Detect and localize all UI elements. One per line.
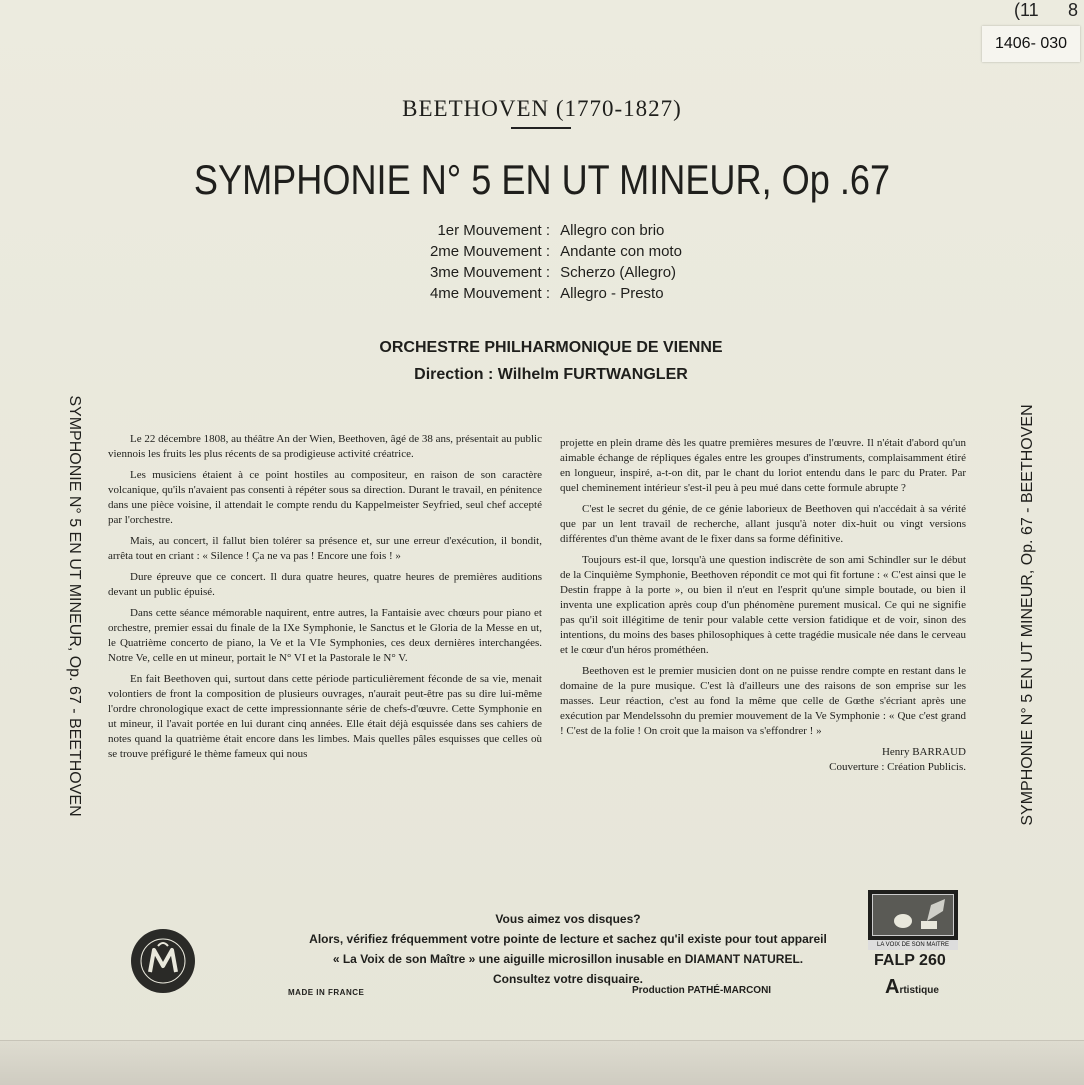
hmv-band-text: LA VOIX DE SON MAITRE — [868, 940, 958, 950]
catalog-number: FALP 260 — [874, 952, 946, 969]
movement-label: 3me Mouvement : — [429, 264, 550, 281]
movement-list — [365, 222, 682, 306]
spine-text-left: SYMPHONIE N° 5 EN UT MINEUR, Op. 67 - BEETHOVEN — [66, 395, 83, 817]
movement-item — [365, 222, 682, 243]
gramophone-dog-icon — [873, 895, 953, 935]
production-credit: Production PATHÉ-MARCONI — [632, 985, 772, 996]
movement-item — [365, 243, 682, 264]
liner-paragraph: Dure épreuve que ce concert. Il dura quatre heures, quatre heures de premières auditions devant un public épuisé. — [108, 571, 542, 598]
liner-paragraph: C'est le secret du génie, de ce génie laborieux de Beethoven qui n'accédait à sa vérité que par un lent travail de recherche, allant jusqu'à noter dix-huit ou vingt versions différentes d'un thème avant de le fixer dans sa forme définitive. — [560, 503, 966, 545]
work-title: SYMPHONIE N° 5 EN UT MINEUR, Op .67 — [193, 156, 891, 203]
liner-paragraph: Les musiciens étaient à ce point hostiles au compositeur, en raison de son caractère volcanique, qu'ils n'avaient pas consenti à répéter sous sa direction. Durant le travail, en pénitence dans une pièce voisine, il attendait le compte rendu du Kappelmeister Seyfried, seul chef accepté par l'orchestre. — [108, 469, 542, 526]
movement-label: 2me Mouvement : — [429, 243, 550, 260]
notice-line: Consultez votre disquaire. — [492, 972, 644, 986]
movement-tempo: Andante con moto — [560, 243, 682, 260]
composer-heading: BEETHOVEN (1770-1827) — [402, 96, 682, 121]
liner-paragraph: En fait Beethoven qui, surtout dans cette période particulièrement féconde de sa vie, menait volontiers de front la composition de plusieurs ouvrages, n'aurait peut-être pas su dire lui-même l'ordre chronologique exact de cette impressionnante série de chefs-d'œuvre. Cette Symphonie en ut mineur, il l'avait portée en lui durant cinq années. Elle était déjà esquissée dans ses cahiers de notes quand la quatrième était encore dans les limbes. Mais quelles pâles esquisses que celles où se trouve préfiguré le thème fameux qui nous — [108, 673, 542, 760]
conductor-credit: Direction : Wilhelm FURTWANGLER — [414, 366, 688, 383]
made-in-france: MADE IN FRANCE — [288, 988, 365, 997]
heading-rule — [511, 127, 571, 129]
liner-paragraph: projette en plein drame dès les quatre premières mesures de l'œuvre. Il n'était d'abord qu'un aimable échange de répliques égales entre les groupes d'instruments, complaisamment étiré en longueur, inspiré, a-t-on dit, par le chant du loriot entendu dans le parc du Prater. Par quel cheminement intérieur s'est-il peu à peu mué dans cette formule abrupte ? — [560, 437, 966, 494]
notice-line: Vous aimez vos disques? — [495, 912, 641, 926]
liner-paragraph: Dans cette séance mémorable naquirent, entre autres, la Fantaisie avec chœurs pour piano et orchestre, premier essai du finale de la IXe Symphonie, le Sanctus et le Gloria de la Messe en ut, le Quatrième concerto de piano, la Ve et la VIe Symphonies, ces deux dernières interchangées. Notre Ve, celle en ut mineur, portait le N° VI et la Pastorale le N° V. — [108, 607, 542, 664]
artistique-text: rtistique — [899, 985, 939, 996]
liner-notes-column-right — [560, 436, 966, 775]
spine-text-right: SYMPHONIE N° 5 EN UT MINEUR, Op. 67 - BEETHOVEN — [1019, 404, 1036, 826]
artistique-initial: A — [885, 976, 900, 998]
movement-item — [365, 264, 682, 285]
liner-paragraph: Beethoven est le premier musicien dont on ne puisse rendre compte en restant dans le domaine de la pure musique. C'est là d'ailleurs une des raisons de son emprise sur les masses. Leur réaction, c'est au fond la même que celle de Gœthe s'écriant après une exécution par Mendelssohn du premier mouvement de la Ve Symphonie : « Que c'est grand ! C'est de la folie ! On croit que la maison va s'effondrer ! » — [560, 665, 966, 737]
notice-line: « La Voix de son Maître » une aiguille microsillon inusable en DIAMANT NATUREL. — [332, 952, 804, 966]
catalog-sticker: 1406- 030 — [982, 26, 1080, 62]
sleeve-edge — [0, 1040, 1084, 1085]
artistique-label — [885, 976, 939, 999]
liner-paragraph: Toujours est-il que, lorsqu'à une question indiscrète de son ami Schindler sur le début de la Cinquième Symphonie, Beethoven répondit ce mot qui fit fortune : « C'est ainsi que le Destin frappe à la porte », ou bien il n'eut en l'esprit qu'une simple boutade, ou bien il inventa une explication après coup d'un phénomène purement musical. Ce qui ne signifie pas qu'il soit illégitime de tenir pour valable cette version fatidique et de voir, sinon des intentions, du moins des bases philosophiques à cette tragédie musicale née dans le cerveau et le cœur d'un héros prométhéen. — [560, 554, 966, 656]
pathe-marconi-logo — [130, 928, 196, 994]
movement-item — [365, 285, 682, 306]
stylus-notice — [270, 909, 866, 989]
notice-line: Alors, vérifiez fréquemment votre pointe de lecture et sachez qu'il existe pour tout appareil — [309, 932, 827, 946]
his-masters-voice-logo — [868, 890, 958, 950]
movement-label: 1er Mouvement : — [437, 222, 550, 239]
liner-notes-column-left — [108, 432, 542, 768]
movement-label: 4me Mouvement : — [429, 285, 550, 302]
cover-credit: Couverture : Création Publicis. — [829, 761, 966, 773]
handwritten-mark: 8 — [1068, 0, 1079, 20]
movement-tempo: Allegro con brio — [560, 222, 665, 239]
movement-tempo: Allegro - Presto — [560, 285, 664, 302]
author-signature: Henry BARRAUD — [881, 746, 966, 758]
liner-paragraph: Mais, au concert, il fallut bien tolérer sa présence et, sur une erreur d'exécution, il bondit, arrêta tout en criant : « Silence ! Ça ne va pas ! Encore une fois ! » — [108, 535, 542, 562]
movement-tempo: Scherzo (Allegro) — [560, 264, 677, 281]
handwritten-mark: (11 — [1014, 0, 1039, 20]
orchestra-name: ORCHESTRE PHILHARMONIQUE DE VIENNE — [379, 339, 723, 356]
liner-paragraph: Le 22 décembre 1808, au théâtre An der Wien, Beethoven, âgé de 38 ans, présentait au public viennois les fruits les plus récents de sa prodigieuse activité créatrice. — [108, 433, 542, 460]
